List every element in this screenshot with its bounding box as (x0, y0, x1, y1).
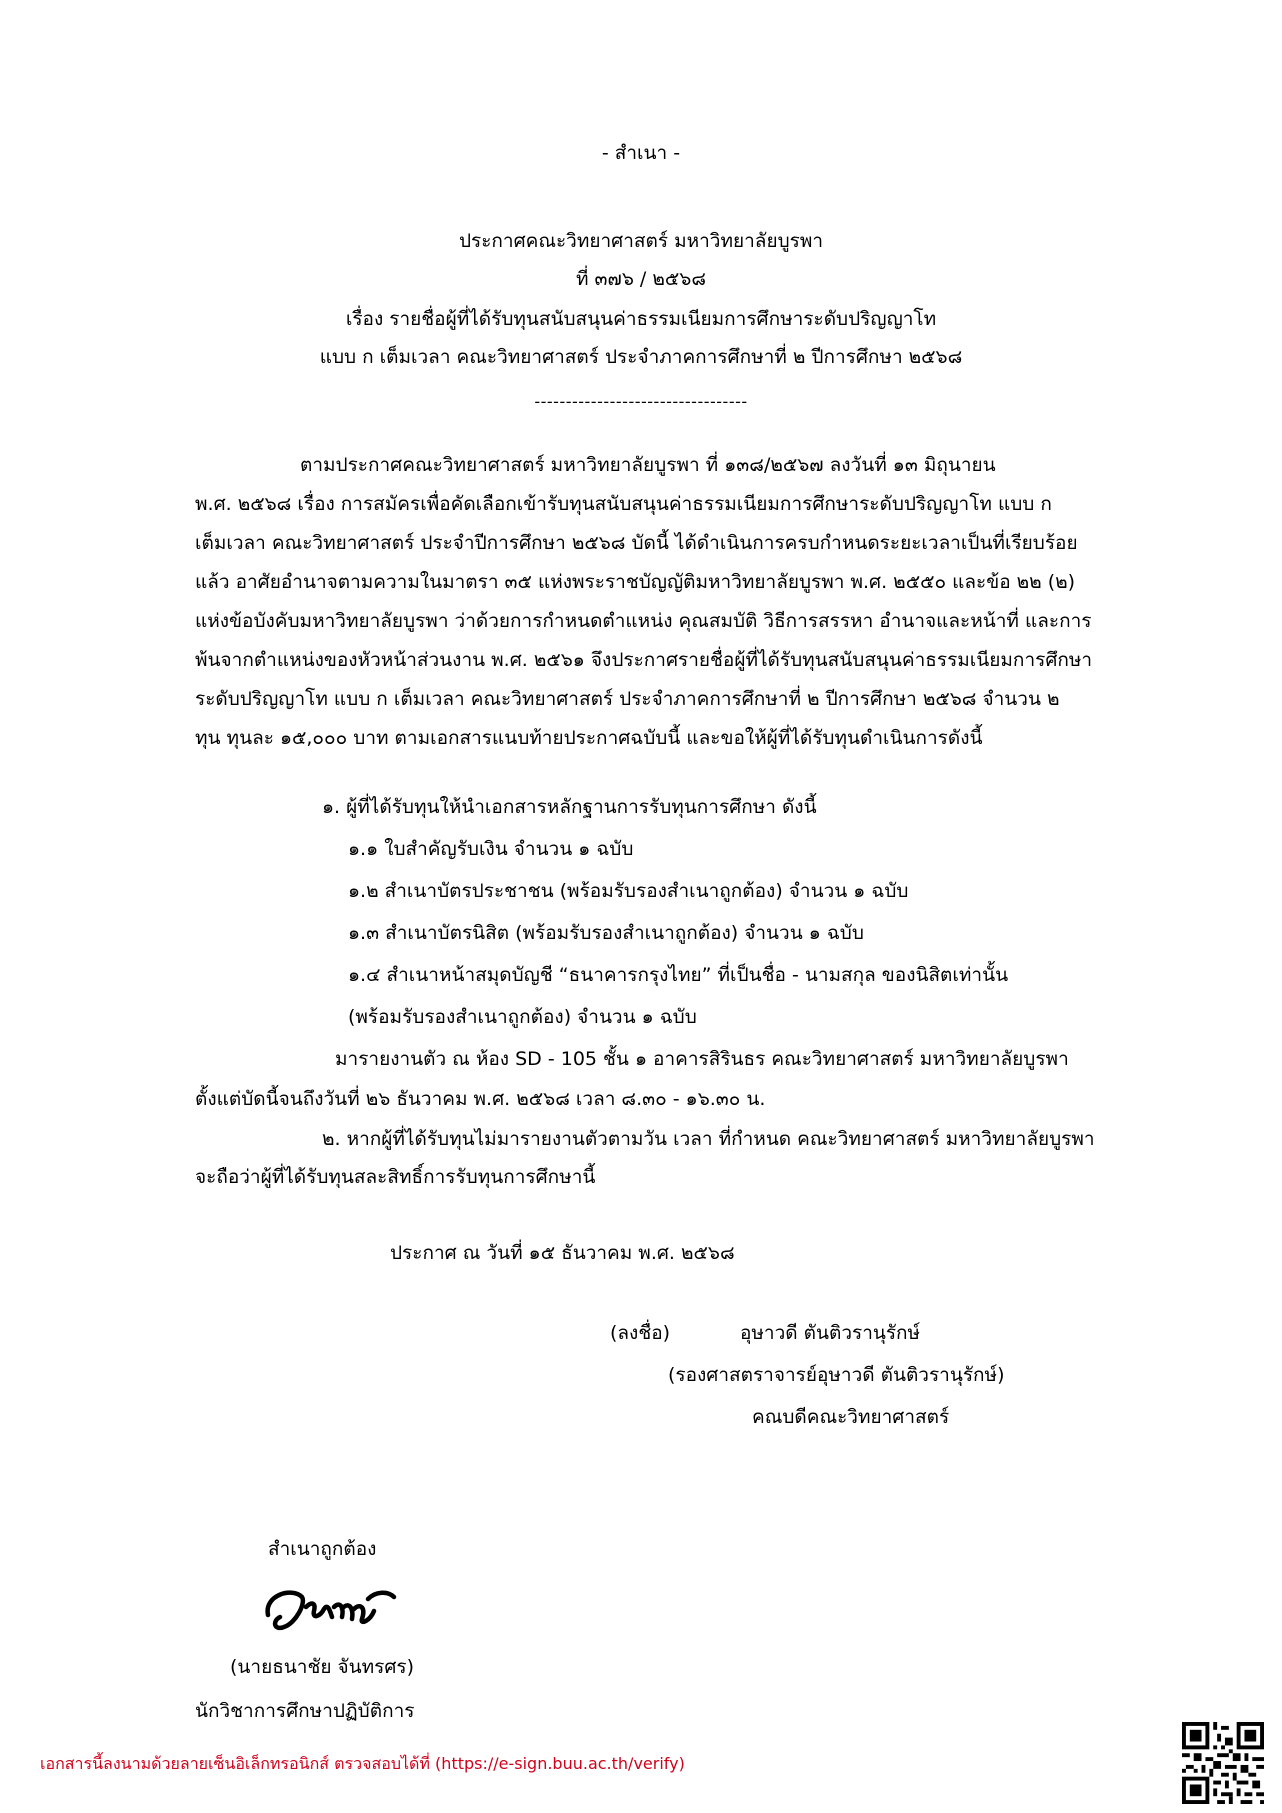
announce-date: ประกาศ ณ วันที่ ๑๕ ธันวาคม พ.ศ. ๒๕๖๘ (390, 1242, 735, 1264)
item-2-line-2: จะถือว่าผู้ที่ได้รับทุนสละสิทธิ์การรับทุนการศึกษานี้ (195, 1166, 596, 1188)
body-line: พ.ศ. ๒๕๖๘ เรื่อง การสมัครเพื่อคัดเลือกเข้ารับทุนสนับสนุนค่าธรรมเนียมการศึกษาระดับปริญญาโท แบบ ก (195, 493, 1052, 515)
announcement-number: ที่ ๓๗๖ / ๒๕๖๘ (575, 268, 706, 290)
esign-note: เอกสารนี้ลงนามด้วยลายเซ็นอิเล็กทรอนิกส์ ตรวจสอบได้ที่ (https://e-sign.buu.ac.th/verify) (40, 1754, 685, 1773)
body-line: เต็มเวลา คณะวิทยาศาสตร์ ประจำปีการศึกษา ๒๕๖๘ บัดนี้ ได้ดำเนินการครบกำหนดระยะเวลาเป็นที่เรียบร้อย (195, 532, 1078, 554)
qr-code-icon (1182, 1722, 1264, 1804)
item-1-1: ๑.๑ ใบสำคัญรับเงิน จำนวน ๑ ฉบับ (348, 838, 634, 860)
signatory-full-name: (รองศาสตราจารย์อุษาวดี ตันติวรานุรักษ์) (668, 1364, 1005, 1386)
subject-line-1: เรื่อง รายชื่อผู้ที่ได้รับทุนสนับสนุนค่าธรรมเนียมการศึกษาระดับปริญญาโท (345, 308, 937, 330)
body-line: ทุน ทุนละ ๑๕,๐๐๐ บาท ตามเอกสารแนบท้ายประกาศฉบับนี้ และขอให้ผู้ที่ได้รับทุนดำเนินการดังนี้ (195, 727, 983, 749)
copy-mark: - สำเนา - (601, 142, 681, 164)
body-line: แล้ว อาศัยอำนาจตามความในมาตรา ๓๕ แห่งพระราชบัญญัติมหาวิทยาลัยบูรพา พ.ศ. ๒๕๕๐ และข้อ ๒๒ (๒) (195, 571, 1076, 593)
subject-line-2: แบบ ก เต็มเวลา คณะวิทยาศาสตร์ ประจำภาคการศึกษาที่ ๒ ปีการศึกษา ๒๕๖๘ (319, 346, 963, 368)
signatory-position: คณบดีคณะวิทยาศาสตร์ (752, 1406, 950, 1428)
body-line: ระดับปริญญาโท แบบ ก เต็มเวลา คณะวิทยาศาสตร์ ประจำภาคการศึกษาที่ ๒ ปีการศึกษา ๒๕๖๘ จำนวน ๒ (195, 688, 1060, 710)
certifier-name: (นายธนาชัย จันทรศร) (230, 1656, 415, 1678)
item-1-4: ๑.๔ สำเนาหน้าสมุดบัญชี “ธนาคารกรุงไทย” ที่เป็นชื่อ - นามสกุล ของนิสิตเท่านั้น (348, 964, 1009, 986)
signed-label: (ลงชื่อ) (610, 1322, 671, 1344)
certified-label: สำเนาถูกต้อง (268, 1538, 377, 1560)
certifier-position: นักวิชาการศึกษาปฏิบัติการ (195, 1700, 415, 1722)
report-line-2: ตั้งแต่บัดนี้จนถึงวันที่ ๒๖ ธันวาคม พ.ศ. ๒๕๖๘ เวลา ๘.๓๐ - ๑๖.๓๐ น. (195, 1088, 766, 1110)
signed-name: อุษาวดี ตันติวรานุรักษ์ (740, 1322, 921, 1344)
report-line-1: มารายงานตัว ณ ห้อง SD - 105 ชั้น ๑ อาคารสิรินธร คณะวิทยาศาสตร์ มหาวิทยาลัยบูรพา (335, 1048, 1069, 1070)
item-1-3: ๑.๓ สำเนาบัตรนิสิต (พร้อมรับรองสำเนาถูกต้อง) จำนวน ๑ ฉบับ (348, 922, 864, 944)
item-1: ๑. ผู้ที่ได้รับทุนให้นำเอกสารหลักฐานการรับทุนการศึกษา ดังนี้ (322, 796, 817, 818)
body-line: แห่งข้อบังคับมหาวิทยาลัยบูรพา ว่าด้วยการกำหนดตำแหน่ง คุณสมบัติ วิธีการสรรหา อำนาจและหน้าที่ และการ (195, 610, 1092, 632)
item-2-line-1: ๒. หากผู้ที่ได้รับทุนไม่มารายงานตัวตามวัน เวลา ที่กำหนด คณะวิทยาศาสตร์ มหาวิทยาลัยบูรพา (322, 1128, 1095, 1150)
separator: ---------------------------------- (534, 392, 748, 411)
item-1-4-cont: (พร้อมรับรองสำเนาถูกต้อง) จำนวน ๑ ฉบับ (348, 1006, 697, 1028)
body-line: พ้นจากตำแหน่งของหัวหน้าส่วนงาน พ.ศ. ๒๕๖๑ จึงประกาศรายชื่อผู้ที่ได้รับทุนสนับสนุนค่าธรรมเนียมการศึกษา (195, 649, 1093, 671)
handwritten-signature (262, 1577, 402, 1637)
item-1-2: ๑.๒ สำเนาบัตรประชาชน (พร้อมรับรองสำเนาถูกต้อง) จำนวน ๑ ฉบับ (348, 880, 909, 902)
announcement-org: ประกาศคณะวิทยาศาสตร์ มหาวิทยาลัยบูรพา (458, 230, 824, 252)
body-line: ตามประกาศคณะวิทยาศาสตร์ มหาวิทยาลัยบูรพา ที่ ๑๓๘/๒๕๖๗ ลงวันที่ ๑๓ มิถุนายน (300, 454, 996, 476)
